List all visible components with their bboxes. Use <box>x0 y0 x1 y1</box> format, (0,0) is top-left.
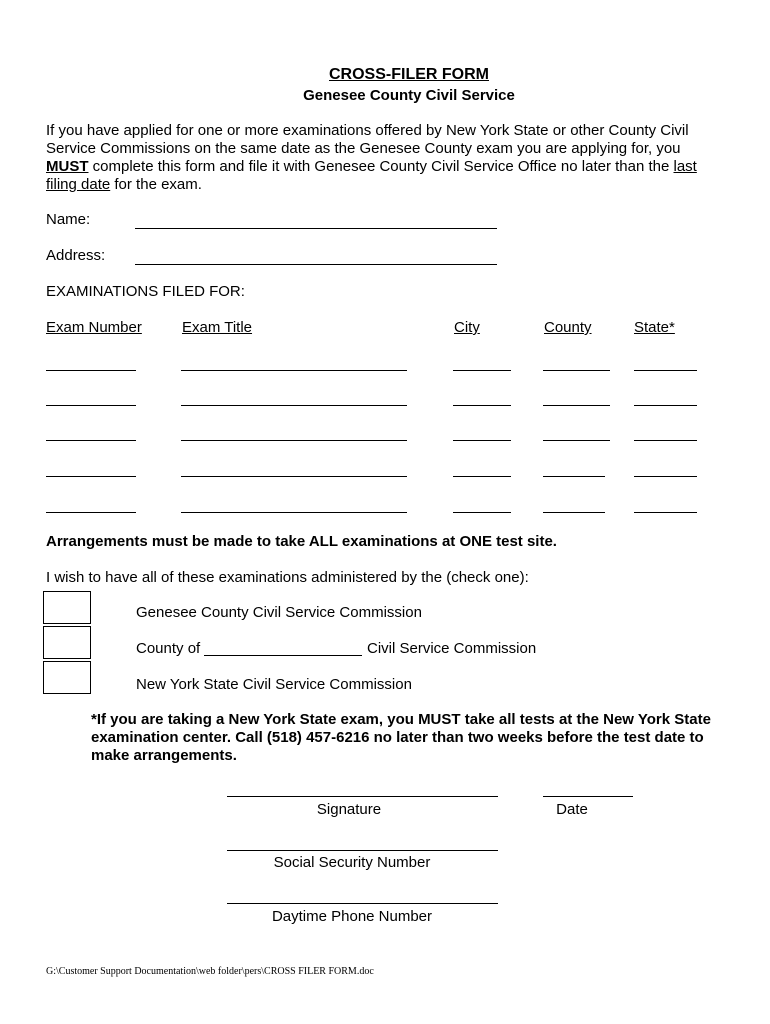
phone-field[interactable] <box>227 903 498 904</box>
date-label: Date <box>556 801 588 818</box>
intro-text-3: for the exam. <box>110 176 202 193</box>
col-city: City <box>454 319 480 336</box>
city-field[interactable] <box>453 440 511 441</box>
county-field[interactable] <box>543 512 605 513</box>
ssn-label: Social Security Number <box>273 854 431 871</box>
arrangements-notice: Arrangements must be made to take ALL examinations at ONE test site. <box>46 533 557 550</box>
exams-heading: EXAMINATIONS FILED FOR: <box>46 283 245 300</box>
state-field[interactable] <box>634 476 697 477</box>
phone-label: Daytime Phone Number <box>271 908 433 925</box>
exam-title-field[interactable] <box>181 512 407 513</box>
state-field[interactable] <box>634 512 697 513</box>
city-field[interactable] <box>453 370 511 371</box>
check-one-prompt: I wish to have all of these examinations administered by the (check one): <box>46 569 529 586</box>
address-label: Address: <box>46 247 106 264</box>
col-exam-title: Exam Title <box>182 319 253 336</box>
option-nys-label: New York State Civil Service Commission <box>136 676 412 693</box>
exam-number-field[interactable] <box>46 370 136 371</box>
county-name-field[interactable] <box>204 655 362 656</box>
date-field[interactable] <box>543 796 633 797</box>
intro-text-2: complete this form and file it with Genesee County Civil Service Office no later than the <box>88 158 674 175</box>
state-field[interactable] <box>634 405 697 406</box>
state-field[interactable] <box>634 440 697 441</box>
intro-text-1: If you have applied for one or more examinations offered by New York State or other County Civil Service Commissions on the same date as the Genesee County exam you are applying for, you <box>46 122 689 157</box>
city-field[interactable] <box>453 512 511 513</box>
nys-exam-note: *If you are taking a New York State exam, you MUST take all tests at the New York State examination center. Call (518) 457-6216 no later than two weeks before the test date to make arrangements. <box>91 711 711 764</box>
city-field[interactable] <box>453 476 511 477</box>
name-field[interactable] <box>135 228 497 229</box>
col-exam-number: Exam Number <box>46 319 142 336</box>
col-state: State* <box>634 319 675 336</box>
exam-title-field[interactable] <box>181 405 407 406</box>
exam-title-field[interactable] <box>181 440 407 441</box>
footer-file-path: G:\Customer Support Documentation\web folder\pers\CROSS FILER FORM.doc <box>46 966 374 977</box>
city-field[interactable] <box>453 405 511 406</box>
exam-number-field[interactable] <box>46 440 136 441</box>
county-field[interactable] <box>543 476 605 477</box>
state-field[interactable] <box>634 370 697 371</box>
option-genesee-label: Genesee County Civil Service Commission <box>136 604 422 621</box>
must-emphasis: MUST <box>46 158 89 175</box>
exam-number-field[interactable] <box>46 476 136 477</box>
exam-title-field[interactable] <box>181 370 407 371</box>
signature-label: Signature <box>316 801 382 818</box>
checkbox-genesee[interactable] <box>43 591 91 624</box>
exam-title-field[interactable] <box>181 476 407 477</box>
col-county: County <box>544 319 592 336</box>
form-title: CROSS-FILER FORM <box>329 66 489 83</box>
checkbox-county[interactable] <box>43 626 91 659</box>
exam-number-field[interactable] <box>46 512 136 513</box>
intro-paragraph <box>46 122 726 194</box>
ssn-field[interactable] <box>227 850 498 851</box>
form-subtitle: Genesee County Civil Service <box>303 87 515 104</box>
signature-field[interactable] <box>227 796 498 797</box>
option-county-prefix: County of <box>136 640 201 657</box>
exam-number-field[interactable] <box>46 405 136 406</box>
name-label: Name: <box>46 211 91 228</box>
option-county-suffix: Civil Service Commission <box>367 640 537 657</box>
county-field[interactable] <box>543 370 610 371</box>
checkbox-nys[interactable] <box>43 661 91 694</box>
address-field[interactable] <box>135 264 497 265</box>
county-field[interactable] <box>543 405 610 406</box>
last-filing-date: last filing date <box>46 158 697 193</box>
county-field[interactable] <box>543 440 610 441</box>
